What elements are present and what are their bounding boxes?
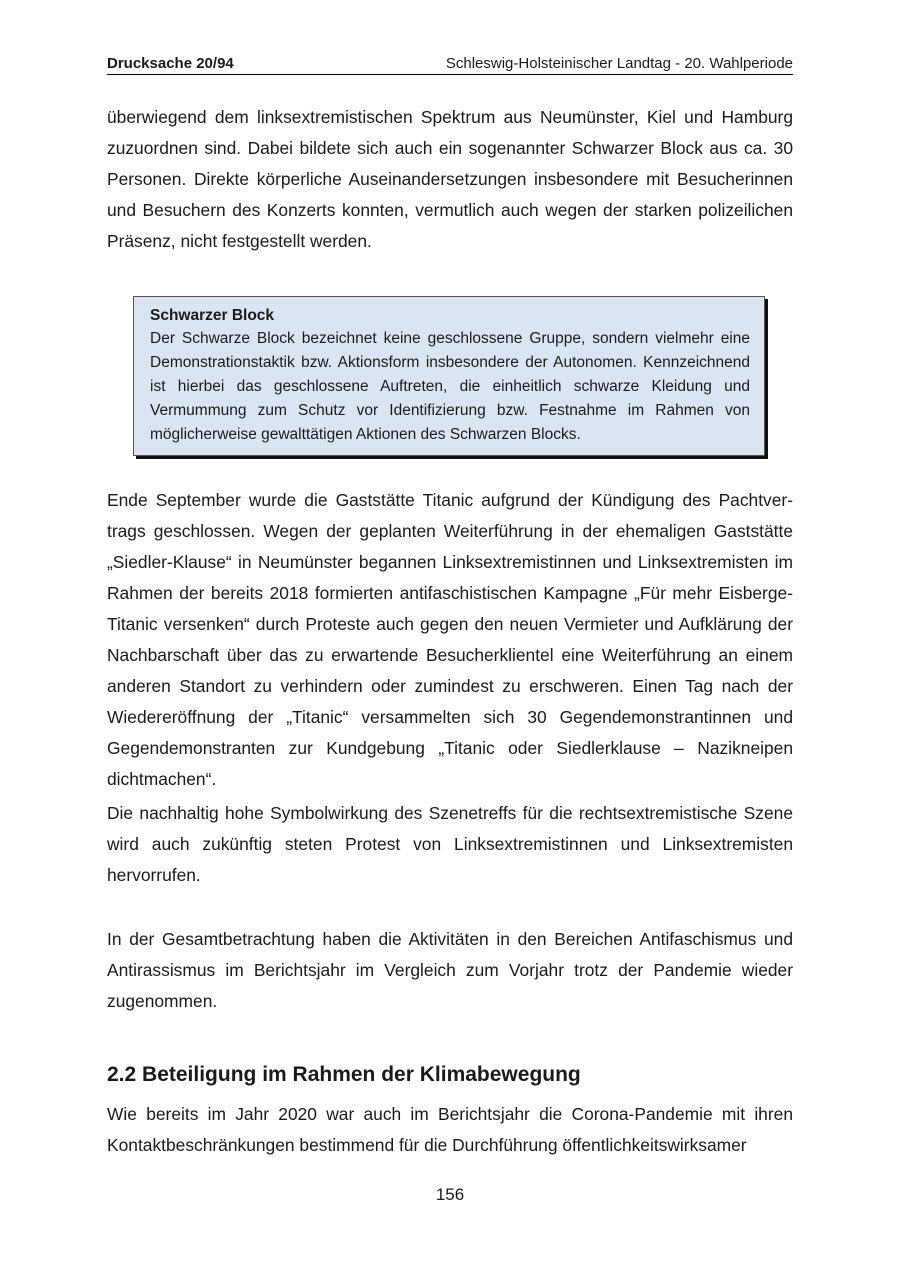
paragraph-3: Die nachhaltig hohe Symbolwirkung des Szenetreffs für die rechtsextremistische Szene wird auch zukünftig steten Protest von Linksextremistinnen und Linksextremisten hervorrufen. (107, 803, 793, 885)
document-number: Drucksache 20/94 (107, 55, 234, 72)
institution-title: Schleswig-Holsteinischer Landtag - 20. Wahlperiode (445, 55, 793, 72)
paragraph-2: Ende September wurde die Gaststätte Titanic aufgrund der Kündigung des Pachtvertrags geschlossen. Wegen der geplanten Weiterführung in der ehemaligen Gaststätte „Siedler-Klause“ in Neumünster begannen Linksextremistinnen und Linksextremisten im Rahmen der bereits 2018 formierten antifaschistischen Kampagne „Für mehr Eisberge-Titanic versenken“ durch Proteste auch gegen den neuen Vermieter und Aufklärung der Nachbarschaft über das zu erwartende Besucherklientel eine Weiterführung an einem anderen Standort zu verhindern oder zumindest zu erschweren. Einen Tag nach der Wiedereröffnung der „Titanic“ versammelten sich 30 Gegendemonstrantinnen und Gegendemonstranten zur Kundgebung „Titanic oder Siedlerklause – Nazikneipen dichtmachen“. (107, 490, 793, 789)
page-number: 156 (435, 1185, 465, 1204)
section-heading: 2.2 Beteiligung im Rahmen der Klimabewegung (107, 1063, 581, 1086)
info-box-text: Der Schwarze Block bezeichnet keine geschlossene Gruppe, sondern vielmehr eine Demonstrationstaktik bzw. Aktionsform insbesondere der Autonomen. Kennzeichnend ist hierbei das geschlossene Auftreten, die einheitlich schwarze Kleidung und Vermummung zum Schutz vor Identifizierung bzw. Festnahme im Rahmen von möglicherweise gewalttätigen Aktionen des Schwarzen Blocks. (150, 330, 750, 443)
paragraph-5: Wie bereits im Jahr 2020 war auch im Berichtsjahr die Corona-Pandemie mit ihren Kontaktbeschränkungen bestimmend für die Durchführung öffentlichkeitswirksamer (107, 1104, 793, 1155)
paragraph-1: überwiegend dem linksextremistischen Spektrum aus Neumünster, Kiel und Hamburg zuzuordnen sind. Dabei bildete sich auch ein sogenannter Schwarzer Block aus ca. 30 Personen. Direkte körperliche Auseinandersetzungen insbesondere mit Besucherinnen und Besuchern des Konzerts konnten, vermutlich auch wegen der starken polizeilichen Präsenz, nicht festgestellt werden. (107, 107, 793, 251)
page-header (107, 54, 793, 75)
info-box-schwarzer-block (133, 296, 765, 456)
info-box-title: Schwarzer Block (150, 307, 275, 324)
paragraph-4: In der Gesamtbetrachtung haben die Aktivitäten in den Bereichen Antifaschismus und Antirassismus im Berichtsjahr im Vergleich zum Vorjahr trotz der Pandemie wieder zugenommen. (107, 929, 793, 1011)
